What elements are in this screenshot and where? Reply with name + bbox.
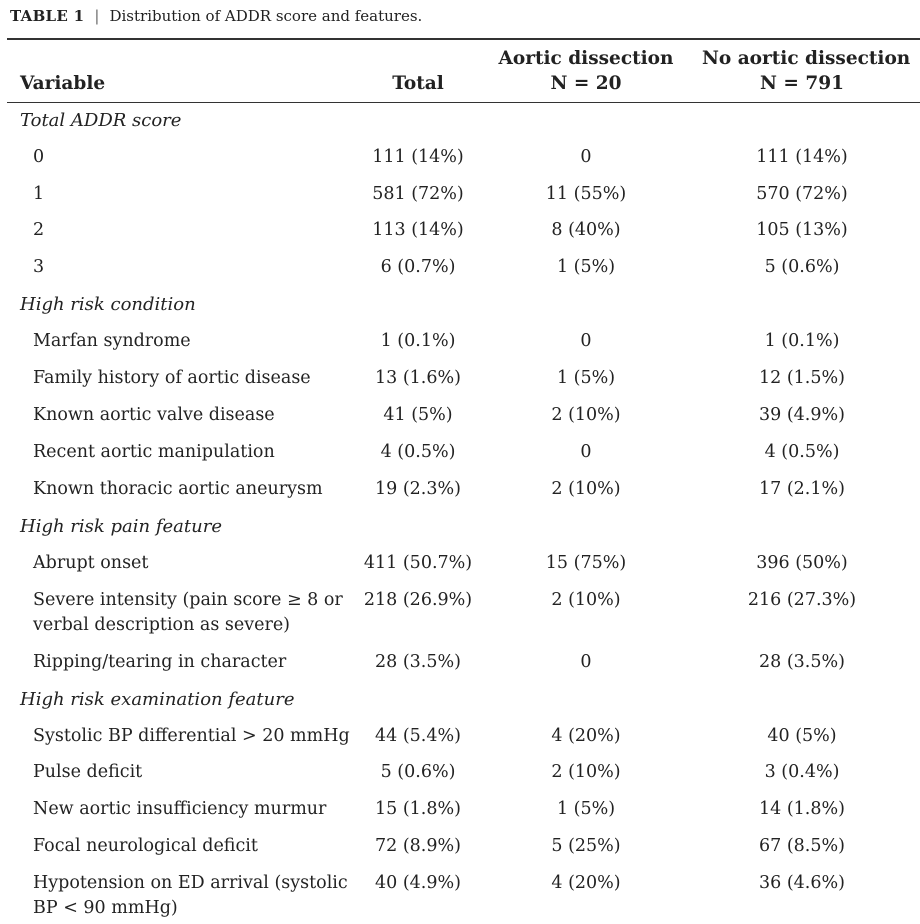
row-variable: 1 — [33, 184, 45, 204]
row-aortic-dissection: 5 (25%) — [551, 836, 621, 856]
header-total: Total — [392, 73, 444, 94]
row-total: 41 (5%) — [383, 405, 453, 425]
row-aortic-dissection: 2 (10%) — [551, 479, 621, 499]
header-variable: Variable — [20, 73, 106, 94]
row-variable: 2 — [33, 220, 45, 240]
row-variable: Abrupt onset — [33, 553, 149, 573]
table-label: TABLE 1 — [10, 7, 85, 25]
section-title: High risk pain feature — [20, 516, 222, 537]
row-aortic-dissection: 1 (5%) — [556, 368, 616, 388]
row-variable: New aortic insufficiency murmur — [33, 799, 327, 819]
header-no-aortic-dissection-n: N = 791 — [760, 73, 844, 94]
table-header-rule — [7, 102, 920, 103]
row-aortic-dissection: 0 — [580, 442, 592, 462]
row-aortic-dissection: 15 (75%) — [545, 553, 627, 573]
row-no-aortic-dissection: 570 (72%) — [756, 184, 848, 204]
row-no-aortic-dissection: 105 (13%) — [756, 220, 848, 240]
row-aortic-dissection: 2 (10%) — [551, 762, 621, 782]
row-variable: Hypotension on ED arrival (systolic — [33, 873, 348, 893]
section-title: High risk examination feature — [20, 689, 295, 710]
row-aortic-dissection: 2 (10%) — [551, 405, 621, 425]
row-total: 4 (0.5%) — [380, 442, 456, 462]
caption-separator: | — [94, 7, 100, 25]
row-total: 6 (0.7%) — [380, 257, 456, 277]
row-total: 72 (8.9%) — [375, 836, 461, 856]
row-aortic-dissection: 2 (10%) — [551, 590, 621, 610]
row-variable: Severe intensity (pain score ≥ 8 or — [33, 590, 343, 610]
row-aortic-dissection: 1 (5%) — [556, 257, 616, 277]
row-aortic-dissection: 1 (5%) — [556, 799, 616, 819]
row-total: 19 (2.3%) — [375, 479, 461, 499]
row-variable-continued: verbal description as severe) — [33, 615, 291, 635]
row-total: 411 (50.7%) — [363, 553, 473, 573]
section-title: High risk condition — [20, 294, 196, 315]
row-variable: Focal neurological deficit — [33, 836, 258, 856]
row-no-aortic-dissection: 4 (0.5%) — [764, 442, 840, 462]
row-aortic-dissection: 4 (20%) — [551, 726, 621, 746]
row-variable: Family history of aortic disease — [33, 368, 311, 388]
row-no-aortic-dissection: 36 (4.6%) — [759, 873, 845, 893]
row-total: 13 (1.6%) — [375, 368, 461, 388]
row-no-aortic-dissection: 5 (0.6%) — [764, 257, 840, 277]
row-variable: Known aortic valve disease — [33, 405, 275, 425]
table-caption — [10, 5, 422, 27]
row-no-aortic-dissection: 14 (1.8%) — [759, 799, 845, 819]
row-aortic-dissection: 8 (40%) — [551, 220, 621, 240]
row-total: 581 (72%) — [372, 184, 464, 204]
row-variable: 3 — [33, 257, 45, 277]
table-top-rule — [7, 38, 920, 40]
row-total: 44 (5.4%) — [375, 726, 461, 746]
row-aortic-dissection: 11 (55%) — [545, 184, 627, 204]
row-no-aortic-dissection: 17 (2.1%) — [759, 479, 845, 499]
row-variable: Pulse deficit — [33, 762, 143, 782]
row-aortic-dissection: 0 — [580, 331, 592, 351]
row-variable-continued: BP < 90 mmHg) — [33, 898, 178, 918]
row-total: 111 (14%) — [372, 147, 464, 167]
row-total: 5 (0.6%) — [380, 762, 456, 782]
caption-text: Distribution of ADDR score and features. — [109, 7, 423, 25]
row-aortic-dissection: 4 (20%) — [551, 873, 621, 893]
row-no-aortic-dissection: 67 (8.5%) — [759, 836, 845, 856]
row-no-aortic-dissection: 12 (1.5%) — [759, 368, 845, 388]
row-total: 113 (14%) — [372, 220, 464, 240]
row-no-aortic-dissection: 39 (4.9%) — [759, 405, 845, 425]
header-aortic-dissection: Aortic dissection — [498, 48, 674, 69]
row-total: 28 (3.5%) — [375, 652, 461, 672]
row-no-aortic-dissection: 28 (3.5%) — [759, 652, 845, 672]
row-variable: Recent aortic manipulation — [33, 442, 275, 462]
row-variable: Systolic BP differential > 20 mmHg — [33, 726, 350, 746]
row-total: 40 (4.9%) — [375, 873, 461, 893]
row-variable: Ripping/tearing in character — [33, 652, 287, 672]
row-no-aortic-dissection: 40 (5%) — [767, 726, 837, 746]
header-no-aortic-dissection: No aortic dissection — [702, 48, 911, 69]
row-variable: 0 — [33, 147, 45, 167]
row-no-aortic-dissection: 3 (0.4%) — [764, 762, 840, 782]
row-variable: Marfan syndrome — [33, 331, 191, 351]
row-no-aortic-dissection: 216 (27.3%) — [747, 590, 857, 610]
row-variable: Known thoracic aortic aneurysm — [33, 479, 323, 499]
row-total: 15 (1.8%) — [375, 799, 461, 819]
row-aortic-dissection: 0 — [580, 147, 592, 167]
row-total: 218 (26.9%) — [363, 590, 473, 610]
row-aortic-dissection: 0 — [580, 652, 592, 672]
section-title: Total ADDR score — [20, 110, 182, 131]
row-no-aortic-dissection: 111 (14%) — [756, 147, 848, 167]
row-total: 1 (0.1%) — [380, 331, 456, 351]
row-no-aortic-dissection: 396 (50%) — [756, 553, 848, 573]
header-aortic-dissection-n: N = 20 — [550, 73, 622, 94]
row-no-aortic-dissection: 1 (0.1%) — [764, 331, 840, 351]
